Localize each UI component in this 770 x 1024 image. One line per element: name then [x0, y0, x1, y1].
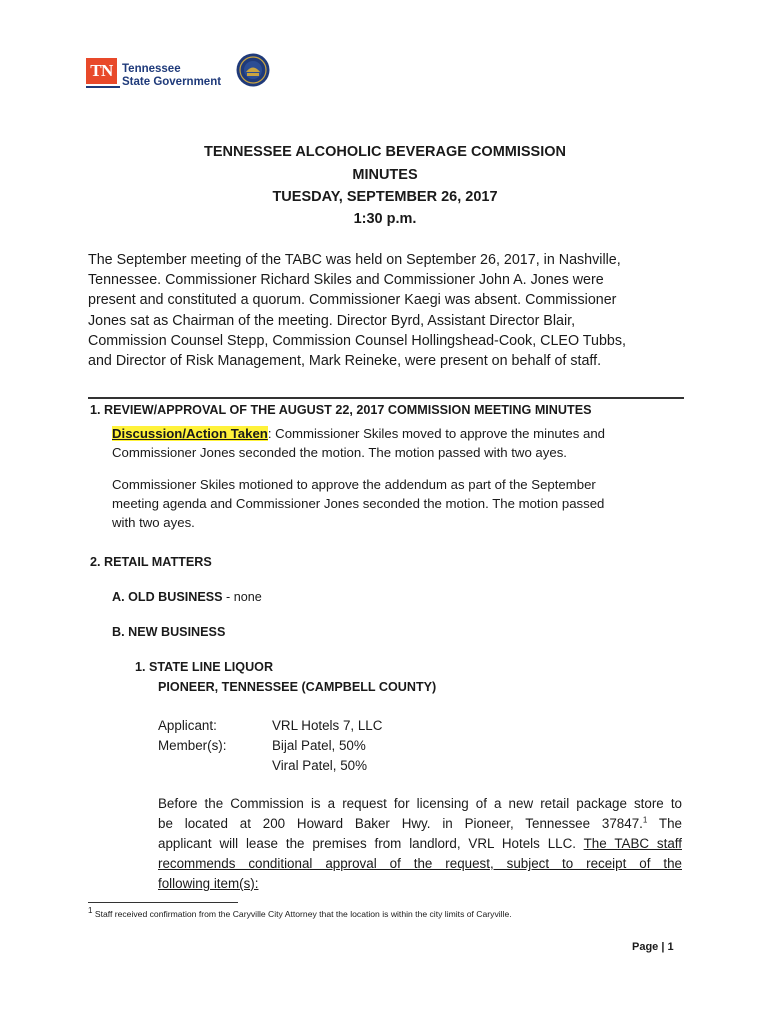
tn-logo-line1: Tennessee — [122, 63, 181, 75]
intro-line: Jones sat as Chairman of the meeting. Director Byrd, Assistant Director Blair, — [88, 312, 576, 329]
doc-title-line3: TUESDAY, SEPTEMBER 26, 2017 — [272, 189, 498, 205]
section1-line1-text: : Commissioner Skiles moved to approve the minutes and — [267, 426, 606, 441]
footnote — [88, 906, 688, 919]
item-body-line1: Before the Commission is a request for licensing of a new retail package store to — [158, 796, 682, 811]
old-business — [112, 590, 262, 604]
intro-line: The September meeting of the TABC was held on September 26, 2017, in Nashville, — [88, 252, 621, 268]
footnote-ref: 1 — [642, 815, 648, 825]
new-business-label: B. NEW BUSINESS — [112, 625, 226, 639]
item-body-line4: recommends conditional approval of the request, subject to receipt of the — [158, 856, 682, 871]
item-body-line2 — [158, 814, 682, 834]
item-title: 1. STATE LINE LIQUOR — [135, 660, 274, 674]
item-location: PIONEER, TENNESSEE (CAMPBELL COUNTY) — [158, 680, 437, 694]
item-body-line5: following item(s): — [158, 876, 259, 891]
section1-p2-line: with two ayes. — [112, 515, 195, 530]
item-body-line3b: The TABC staff — [583, 836, 682, 851]
section1-p2-line: Commissioner Skiles motioned to approve the addendum as part of the September — [112, 477, 596, 492]
intro-line: and Director of Risk Management, Mark Reineke, were present on behalf of staff. — [88, 353, 602, 370]
section1-heading: 1. REVIEW/APPROVAL OF THE AUGUST 22, 2017 COMMISSION MEETING MINUTES — [90, 403, 592, 417]
section1-line2: Commissioner Jones seconded the motion. The motion passed with two ayes. — [112, 445, 567, 460]
state-seal-icon — [236, 53, 270, 87]
discussion-action-label: Discussion/Action Taken — [112, 426, 268, 441]
item-body-line2b: The — [647, 816, 682, 831]
applicant-label: Applicant: — [158, 718, 217, 733]
item-body-line2a: be located at 200 Howard Baker Hwy. in Pioneer, Tennessee 37847. — [158, 816, 643, 831]
tn-logo-rule — [86, 86, 120, 88]
doc-title-line1: TENNESSEE ALCOHOLIC BEVERAGE COMMISSION — [204, 144, 566, 160]
old-business-value: - none — [222, 590, 262, 604]
section-divider — [88, 397, 684, 399]
doc-title-line2: MINUTES — [352, 167, 418, 183]
old-business-label: A. OLD BUSINESS — [112, 590, 223, 604]
footnote-number: 1 — [88, 906, 93, 916]
members-label: Member(s): — [158, 738, 227, 753]
section1-paragraph2 — [112, 475, 682, 532]
section1-body — [112, 424, 682, 462]
doc-title-line4: 1:30 p.m. — [353, 211, 417, 227]
tn-logo-mark: TN — [86, 58, 117, 84]
item-body-line3 — [158, 834, 682, 854]
section1-line1 — [112, 424, 682, 443]
section2-heading: 2. RETAIL MATTERS — [90, 555, 212, 569]
section1-p2-line: meeting agenda and Commissioner Jones seconded the motion. The motion passed — [112, 496, 605, 511]
intro-line: present and constituted a quorum. Commissioner Kaegi was absent. Commissioner — [88, 292, 617, 309]
member-1: Bijal Patel, 50% — [272, 738, 366, 753]
intro-line: Commission Counsel Stepp, Commission Counsel Hollingshead-Cook, CLEO Tubbs, — [88, 332, 626, 349]
intro-paragraph — [88, 250, 684, 371]
item-body-line3a: applicant will lease the premises from landlord, VRL Hotels LLC. — [158, 836, 584, 851]
member-2: Viral Patel, 50% — [272, 758, 368, 773]
applicant-value: VRL Hotels 7, LLC — [272, 718, 383, 733]
item-body — [158, 794, 682, 894]
footnote-text: Staff received confirmation from the Caryville City Attorney that the location is within the city limits of Caryville. — [92, 909, 512, 919]
footnote-rule — [88, 902, 238, 903]
tn-logo-text — [122, 63, 221, 89]
intro-line: Tennessee. Commissioner Richard Skiles and Commissioner John A. Jones were — [88, 272, 604, 289]
tn-logo-line2: State Government — [122, 76, 222, 88]
page-number: Page | 1 — [632, 941, 674, 953]
